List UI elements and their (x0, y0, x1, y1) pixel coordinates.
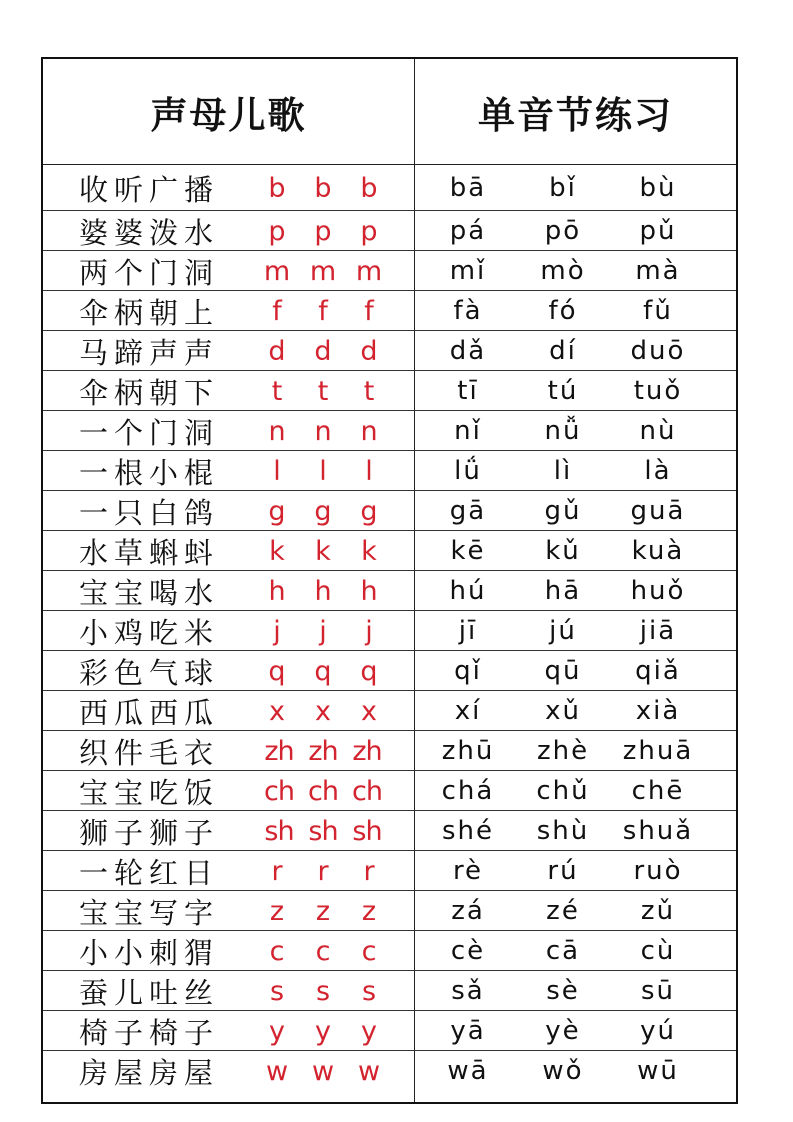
initial-letters (257, 811, 389, 851)
syllable: ruò (633, 856, 683, 886)
syllable-practice (423, 571, 703, 611)
syllable: zé (546, 896, 580, 926)
initial-letters (257, 571, 389, 611)
syllable: fǔ (643, 296, 673, 326)
initial-letters (257, 491, 389, 531)
syllable: bǐ (549, 173, 577, 203)
initial-letter: h (268, 575, 286, 607)
syllable: sè (546, 976, 580, 1006)
initial-letter: r (317, 855, 329, 887)
syllable: rú (547, 856, 579, 886)
table-row (43, 1011, 736, 1051)
rhyme-text: 小鸡吃米 (79, 615, 220, 650)
table-row (43, 731, 736, 771)
syllable: cù (640, 936, 676, 966)
table-row (43, 891, 736, 931)
syllable: yā (450, 1016, 486, 1046)
initial-letter: t (271, 375, 283, 407)
initial-letter: p (268, 215, 286, 247)
initial-letter: f (318, 295, 328, 327)
syllable: gā (449, 496, 487, 526)
syllable: qiǎ (635, 656, 681, 686)
rhyme-text: 一轮红日 (79, 855, 220, 890)
syllable: fà (453, 296, 483, 326)
syllable: shé (441, 816, 495, 846)
table-row (43, 651, 736, 691)
rhyme-text: 两个门洞 (79, 255, 220, 290)
syllable: cè (450, 936, 486, 966)
rhyme-text: 织件毛衣 (79, 735, 220, 770)
rhyme-text: 宝宝吃饭 (79, 775, 220, 810)
syllable-practice (423, 771, 703, 811)
syllable: là (644, 456, 672, 486)
initial-letter: x (315, 695, 331, 727)
initial-letter: d (360, 335, 378, 367)
initial-letter: sh (352, 815, 382, 847)
syllable: tú (547, 376, 579, 406)
rhyme-text: 收听广播 (79, 172, 220, 207)
initial-letter: m (263, 255, 291, 287)
initial-letter: b (314, 172, 332, 204)
syllable: jiā (639, 616, 677, 646)
syllable-practice (423, 165, 703, 211)
initial-letters (257, 611, 389, 651)
rhyme-text: 宝宝写字 (79, 895, 220, 930)
table-row (43, 691, 736, 731)
initial-letters (257, 731, 389, 771)
initial-letter: ch (308, 775, 338, 807)
syllable: hā (544, 576, 582, 606)
initial-letter: p (360, 215, 378, 247)
syllable: jú (549, 616, 577, 646)
rhyme-text: 小小刺猬 (79, 935, 220, 970)
initial-letter: q (268, 655, 286, 687)
initial-letter: g (314, 495, 332, 527)
initial-letter: k (315, 535, 331, 567)
initial-letter: sh (264, 815, 294, 847)
table-row (43, 931, 736, 971)
initial-letters (257, 211, 389, 251)
syllable-practice (423, 251, 703, 291)
syllable-practice (423, 851, 703, 891)
syllable-practice (423, 531, 703, 571)
initial-letters (257, 531, 389, 571)
table-row (43, 531, 736, 571)
rhyme-text: 一只白鸽 (79, 495, 220, 530)
syllable: bù (639, 173, 677, 203)
rhyme-text: 宝宝喝水 (79, 575, 220, 610)
syllable: mà (635, 256, 681, 286)
syllable-practice (423, 491, 703, 531)
syllable: duō (630, 336, 686, 366)
initial-letter: k (361, 535, 377, 567)
initial-letter: l (319, 455, 327, 487)
rhyme-text: 彩色气球 (79, 655, 220, 690)
syllable-practice (423, 691, 703, 731)
syllable: yú (640, 1016, 676, 1046)
syllable: zá (451, 896, 485, 926)
syllable: chē (631, 776, 685, 806)
initial-letters (257, 411, 389, 451)
initial-letter: m (355, 255, 383, 287)
syllable-practice (423, 371, 703, 411)
initial-letters (257, 891, 389, 931)
initial-letters (257, 451, 389, 491)
syllable: qū (544, 656, 582, 686)
syllable: sǎ (451, 976, 485, 1006)
initial-letter: y (361, 1015, 377, 1047)
initial-letters (257, 931, 389, 971)
syllable: xí (454, 696, 482, 726)
initial-letter: zh (308, 735, 338, 767)
initial-letter: g (268, 495, 286, 527)
rhyme-text: 房屋房屋 (79, 1055, 220, 1090)
syllable: dí (549, 336, 577, 366)
initial-letter: h (314, 575, 332, 607)
initial-letter: p (314, 215, 332, 247)
syllable: pá (449, 216, 487, 246)
initial-letters (257, 771, 389, 811)
initial-letter: f (272, 295, 282, 327)
syllable-practice (423, 971, 703, 1011)
initial-letter: w (311, 1055, 335, 1087)
initial-letter: s (269, 975, 285, 1007)
rhyme-text: 马蹄声声 (79, 335, 220, 370)
header-initials-rhymes: 声母儿歌 (150, 92, 307, 137)
table-row (43, 371, 736, 411)
initial-letter: f (364, 295, 374, 327)
initial-letter: s (361, 975, 377, 1007)
syllable: zhū (441, 736, 495, 766)
initial-letter: t (317, 375, 329, 407)
initial-letter: x (361, 695, 377, 727)
table-row (43, 211, 736, 251)
table-row (43, 411, 736, 451)
syllable-practice (423, 411, 703, 451)
initial-letters (257, 331, 389, 371)
syllable: zhè (536, 736, 590, 766)
syllable: kē (450, 536, 486, 566)
syllable: lì (553, 456, 573, 486)
initial-letter: j (365, 615, 373, 647)
syllable-practice (423, 291, 703, 331)
initial-letter: r (271, 855, 283, 887)
syllable: guā (630, 496, 686, 526)
syllable: pō (544, 216, 582, 246)
syllable-practice (423, 1011, 703, 1051)
initial-letter: c (269, 935, 285, 967)
syllable: mò (540, 256, 586, 286)
initial-letter: y (315, 1015, 331, 1047)
syllable: wū (637, 1056, 679, 1086)
rhyme-text: 蚕儿吐丝 (79, 975, 220, 1010)
syllable: sū (640, 976, 676, 1006)
initial-letter: b (360, 172, 378, 204)
initial-letter: n (314, 415, 332, 447)
syllable: qǐ (454, 656, 482, 686)
rhyme-text: 西瓜西瓜 (79, 695, 220, 730)
syllable: huǒ (630, 576, 686, 606)
syllable: xǔ (545, 696, 581, 726)
initial-letter: s (315, 975, 331, 1007)
syllable: yè (545, 1016, 581, 1046)
syllable: kuà (631, 536, 685, 566)
initial-letters (257, 1011, 389, 1051)
initial-letter: z (361, 895, 377, 927)
table-body (43, 165, 736, 1106)
syllable: chǔ (536, 776, 590, 806)
initial-letters (257, 1051, 389, 1091)
syllable: zǔ (640, 896, 676, 926)
syllable-practice (423, 731, 703, 771)
initial-letter: w (357, 1055, 381, 1087)
syllable: nǚ (544, 416, 582, 446)
rhyme-text: 一根小棍 (79, 455, 220, 490)
syllable-practice (423, 931, 703, 971)
rhyme-text: 水草蝌蚪 (79, 535, 220, 570)
syllable: bā (449, 173, 487, 203)
syllable: lǘ (454, 456, 482, 486)
syllable-practice (423, 331, 703, 371)
rhyme-text: 狮子狮子 (79, 815, 220, 850)
initial-letter: z (315, 895, 331, 927)
table-row (43, 851, 736, 891)
initial-letter: b (268, 172, 286, 204)
initial-letters (257, 251, 389, 291)
rhyme-text: 伞柄朝上 (79, 295, 220, 330)
syllable: nù (639, 416, 677, 446)
header-syllable-practice: 单音节练习 (478, 92, 673, 137)
initial-letters (257, 691, 389, 731)
table-row (43, 1051, 736, 1106)
initial-letter: j (319, 615, 327, 647)
initial-letter: h (360, 575, 378, 607)
initial-letter: g (360, 495, 378, 527)
initial-letter: sh (308, 815, 338, 847)
table-row (43, 811, 736, 851)
syllable: xià (635, 696, 681, 726)
table-row (43, 971, 736, 1011)
initial-letters (257, 651, 389, 691)
initial-letter: d (314, 335, 332, 367)
table-row (43, 331, 736, 371)
initial-letter: r (363, 855, 375, 887)
syllable: tī (457, 376, 479, 406)
rhyme-text: 一个门洞 (79, 415, 220, 450)
syllable-practice (423, 651, 703, 691)
initial-letters (257, 851, 389, 891)
table-row (43, 251, 736, 291)
initial-letter: c (361, 935, 377, 967)
table-row (43, 165, 736, 211)
initial-letter: t (363, 375, 375, 407)
syllable: hú (449, 576, 487, 606)
initial-letter: w (265, 1055, 289, 1087)
table-row (43, 451, 736, 491)
rhyme-text: 椅子椅子 (79, 1015, 220, 1050)
syllable-practice (423, 211, 703, 251)
initial-letter: z (269, 895, 285, 927)
syllable: rè (452, 856, 484, 886)
rhyme-text: 伞柄朝下 (79, 375, 220, 410)
syllable: wǒ (542, 1056, 584, 1086)
table-header (43, 59, 736, 165)
initial-letter: y (269, 1015, 285, 1047)
initial-letter: k (269, 535, 285, 567)
syllable-practice (423, 611, 703, 651)
initial-letters (257, 971, 389, 1011)
table-row (43, 771, 736, 811)
initial-letter: l (273, 455, 281, 487)
syllable: zhuā (622, 736, 694, 766)
table-row (43, 291, 736, 331)
syllable: nǐ (454, 416, 482, 446)
pinyin-initials-table (41, 57, 738, 1104)
syllable: mǐ (449, 256, 487, 286)
initial-letter: q (360, 655, 378, 687)
initial-letter: j (273, 615, 281, 647)
initial-letter: c (315, 935, 331, 967)
initial-letter: n (268, 415, 286, 447)
initial-letter: q (314, 655, 332, 687)
initial-letters (257, 291, 389, 331)
rhyme-text: 婆婆泼水 (79, 215, 220, 250)
initial-letter: x (269, 695, 285, 727)
initial-letter: zh (352, 735, 382, 767)
syllable-practice (423, 1051, 703, 1091)
initial-letter: n (360, 415, 378, 447)
syllable: pǔ (639, 216, 677, 246)
syllable: gǔ (544, 496, 582, 526)
syllable: tuǒ (633, 376, 683, 406)
initial-letter: l (365, 455, 373, 487)
initial-letter: ch (352, 775, 382, 807)
syllable: shù (536, 816, 590, 846)
table-row (43, 611, 736, 651)
syllable-practice (423, 891, 703, 931)
table-row (43, 571, 736, 611)
initial-letter: m (309, 255, 337, 287)
syllable: cā (545, 936, 581, 966)
syllable: wā (447, 1056, 489, 1086)
initial-letters (257, 371, 389, 411)
initial-letters (257, 165, 389, 211)
syllable: kǔ (545, 536, 581, 566)
syllable: shuǎ (622, 816, 694, 846)
syllable: fó (548, 296, 578, 326)
syllable: jī (458, 616, 478, 646)
syllable-practice (423, 811, 703, 851)
syllable-practice (423, 451, 703, 491)
table-row (43, 491, 736, 531)
syllable: dǎ (449, 336, 487, 366)
syllable: chá (441, 776, 495, 806)
initial-letter: d (268, 335, 286, 367)
initial-letter: ch (264, 775, 294, 807)
initial-letter: zh (264, 735, 294, 767)
